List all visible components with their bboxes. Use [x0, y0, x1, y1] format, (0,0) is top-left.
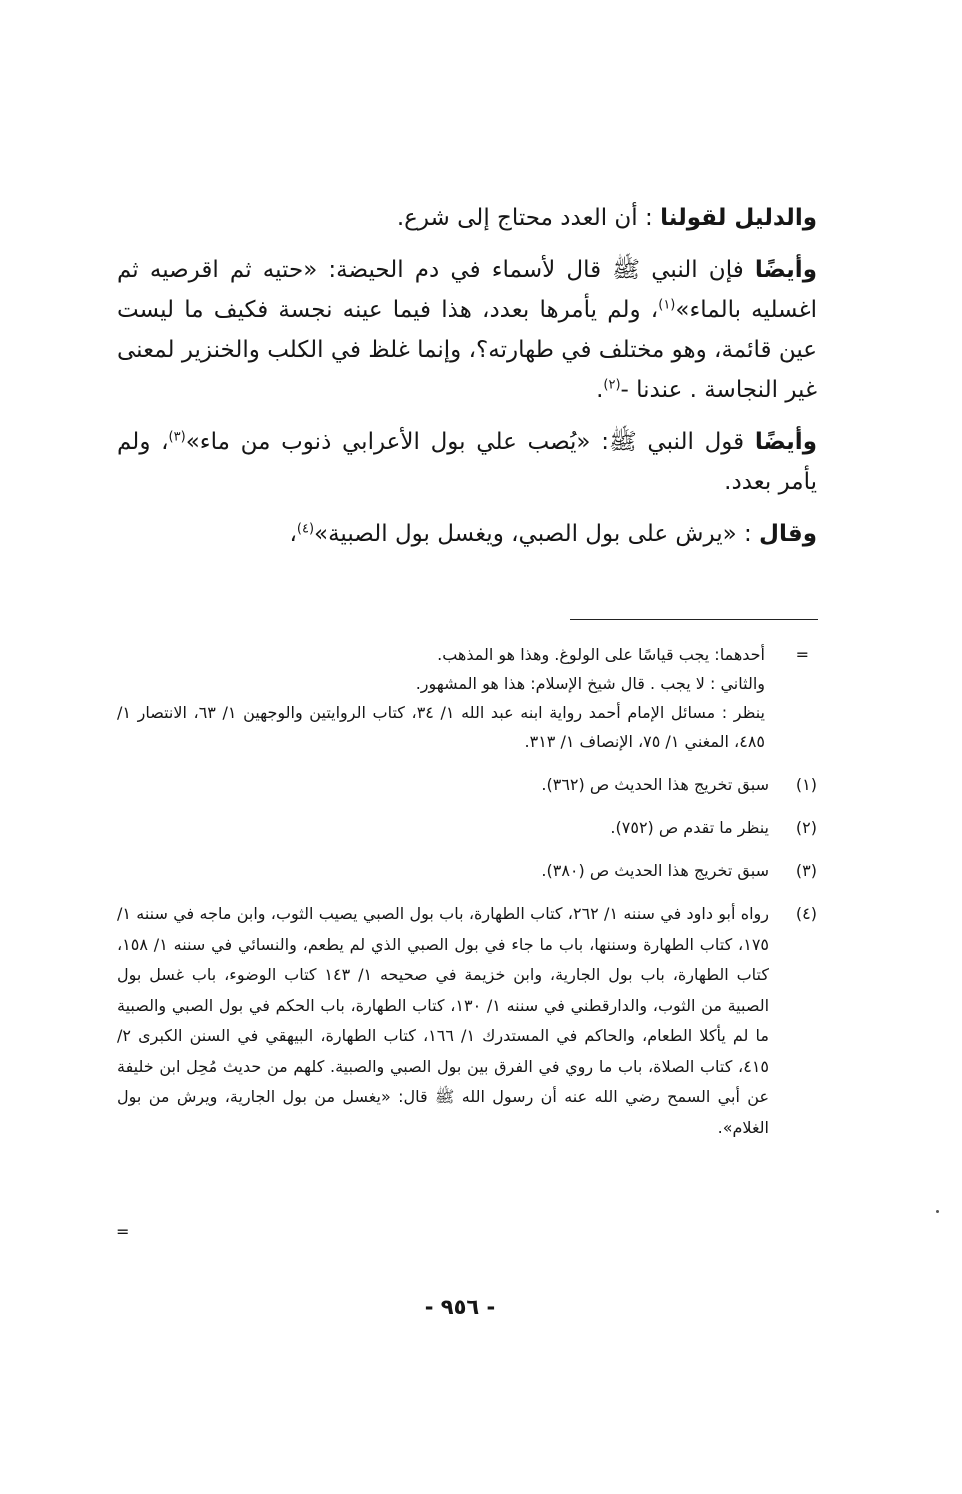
footnote-line: ينظر : مسائل الإمام أحمد رواية ابنه عبد الله ١/ ٣٤، كتاب الروايتين والوجهين ١/ ٦٣، الانتصار ١/ ٤٨٥، المغني ١/ ٧٥، الإنصاف ١/ ٣١٣.: [117, 703, 766, 751]
paragraph-text: ، ولم يأمرها بعدد، هذا فيما عينه نجسة فكيف ما ليست عين قائمة، وهو مختلف في طهارته؟، وإنما غلظ في الكلب والخنزير لمعنى غير النجاسة . عندنا -: [117, 297, 817, 403]
paragraph-lead: وأيضًا: [754, 257, 817, 283]
page-number: - ٩٥٦ -: [424, 1295, 496, 1319]
scan-speck: [936, 1210, 939, 1213]
footnote-text: ينظر ما تقدم ص (٧٥٢).: [610, 818, 769, 837]
paragraph-text: فإن النبي ﷺ قال لأسماء في دم الحيضة: «حتيه ثم اقرصيه ثم اغسليه بالماء»: [117, 257, 817, 323]
footnotes: [117, 640, 817, 1143]
paragraph-text: .: [596, 377, 604, 403]
footnote-ref-3[interactable]: (٣): [168, 429, 186, 445]
footnote-number: (٣): [795, 861, 817, 880]
footnote-4: [117, 899, 817, 1143]
paragraph-4: [117, 514, 817, 554]
footnote-ref-4[interactable]: (٤): [296, 521, 315, 537]
paragraph-3: [117, 422, 817, 502]
main-text: [117, 198, 817, 566]
footnote-text: سبق تخريج هذا الحديث ص (٣٨٠).: [541, 861, 769, 880]
footnote-3: [117, 856, 817, 885]
footnote-line: أحدهما: يجب قياسًا على الولوغ. وهذا هو المذهب.: [437, 645, 765, 664]
footnote-line: والثاني : لا يجب . قال شيخ الإسلام: هذا هو المشهور.: [415, 674, 765, 693]
continuation-mark: =: [795, 645, 809, 664]
footnote-ref-1[interactable]: (١): [658, 297, 676, 313]
footnote-1: [117, 770, 817, 799]
paragraph-1: [117, 198, 817, 238]
continuation-end-mark: =: [116, 1222, 130, 1241]
paragraph-lead: وأيضًا: [754, 429, 817, 455]
paragraph-text: ، ولم يأمر بعدد.: [117, 429, 817, 495]
footnote-continuation: [117, 640, 817, 756]
footnote-separator: [570, 619, 818, 620]
paragraph-lead: والدليل لقولنا: [660, 205, 817, 231]
paragraph-2: [117, 250, 817, 410]
paragraph-lead: وقال: [759, 521, 817, 547]
footnote-text: سبق تخريج هذا الحديث ص (٣٦٢).: [541, 775, 769, 794]
footnote-text: رواه أبو داود في سننه ١/ ٢٦٢، كتاب الطهارة، باب بول الصبي يصيب الثوب، وابن ماجه في سننه ١/ ١٧٥، كتاب الطهارة وسننها، باب ما جاء في بول الصبي الذي لم يطعم، والنسائي في سننه ١/ ١٥٨، كتاب الطهارة، باب بول الجارية، وابن خزيمة في صحيحه ١/ ١٤٣ كتاب الوضوء، باب غسل بول الصبية من الثوب، والدارقطني في سننه ١/ ١٣٠، كتاب الطهارة، باب الحكم في بول الصبي والصبية ما لم يأكلا الطعام، والحاكم في المستدرك ١/ ١٦٦، كتاب الطهارة، البيهقي في السنن الكبرى ٢/ ٤١٥، كتاب الصلاة، باب ما روي في الفرق بين بول الصبي والصبية. كلهم من حديث مُحِل ابن خليفة عن أبي السمح رضي الله عنه أن رسول الله ﷺ قال: «يغسل من بول الجارية، ويرش من بول الغلام».: [117, 904, 770, 1137]
paragraph-text: ،: [289, 521, 297, 547]
footnote-number: (٤): [795, 904, 817, 923]
paragraph-text: : «يرش على بول الصبي، ويغسل بول الصبية»: [314, 521, 752, 547]
paragraph-text: قول النبي ﷺ: «يُصب علي بول الأعرابي ذنوب من ماء»: [185, 429, 745, 455]
footnote-2: [117, 813, 817, 842]
footnote-ref-2[interactable]: (٢): [603, 377, 621, 393]
footnote-number: (١): [795, 775, 817, 794]
footnote-number: (٢): [795, 818, 817, 837]
paragraph-text: : أن العدد محتاج إلى شرع.: [396, 205, 653, 231]
